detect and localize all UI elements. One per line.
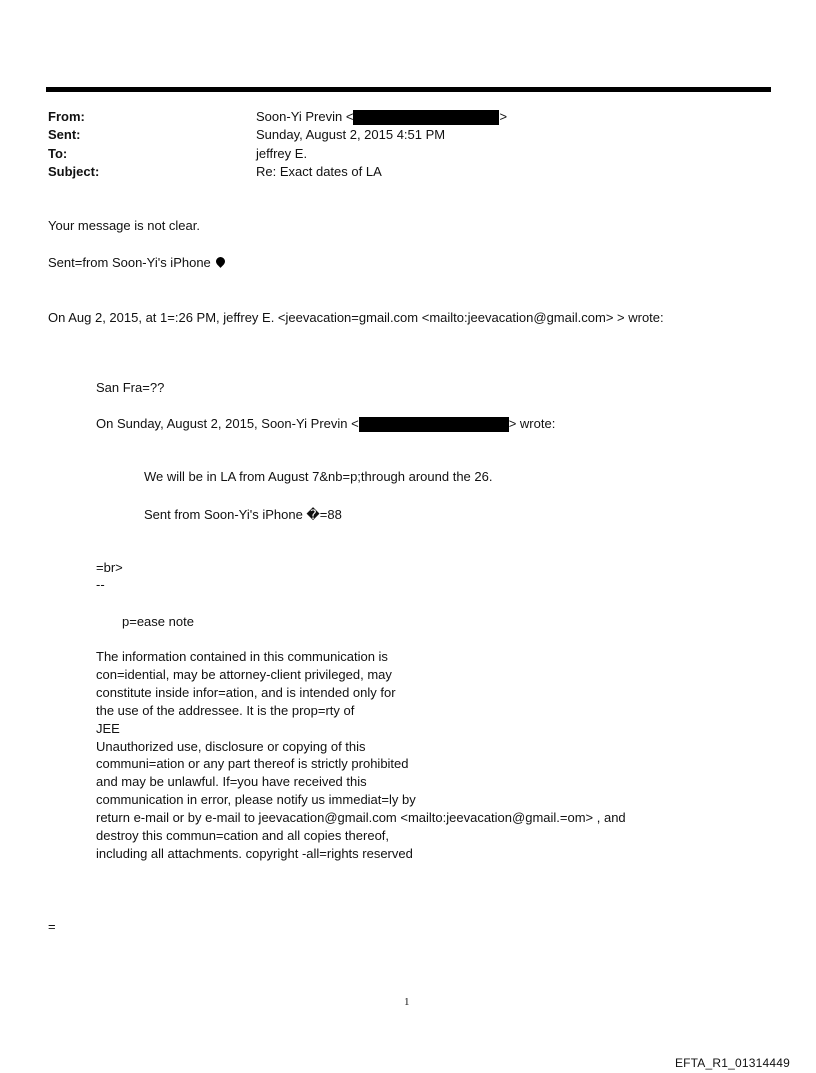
sent-value: Sunday, August 2, 2015 4:51 PM <box>256 127 446 142</box>
header-rule <box>46 87 771 92</box>
message-line: Your message is not clear. <box>48 218 200 233</box>
disclaimer-line: the use of the addressee. It is the prop=rty of <box>96 702 355 718</box>
disclaimer-line: The information contained in this communication is <box>96 649 388 664</box>
disclaimer-line: JEE <box>96 720 120 736</box>
sent-from-line <box>48 254 225 271</box>
disclaimer-line: destroy this commun=cation and all copies thereof, <box>96 828 390 844</box>
quote2-suffix: > wrote: <box>508 416 556 431</box>
inner-message: We will be in LA from August 7&nb=p;through around the 26. <box>144 469 493 484</box>
disclaimer-line: Unauthorized use, disclosure or copying of this <box>96 738 366 754</box>
to-value: jeffrey E. <box>256 146 308 161</box>
quote2-prefix: On Sunday, August 2, 2015, Soon-Yi Previn < <box>96 416 359 431</box>
from-label: From: <box>48 109 85 124</box>
disclaimer-block <box>96 648 626 863</box>
disclaimer-line: including all attachments. copyright -all=rights reserved <box>96 845 413 861</box>
from-value <box>256 108 507 125</box>
from-close: > <box>499 109 508 124</box>
note-title: p=ease note <box>122 614 194 629</box>
document-id: EFTA_R1_01314449 <box>674 1056 790 1070</box>
to-label: To: <box>48 146 68 161</box>
trailing-equals: = <box>48 919 56 934</box>
disclaimer-line: communi=ation or any part thereof is strictly prohibited <box>96 756 409 772</box>
disclaimer-line: return e-mail or by e-mail to jeevacation@gmail.com <mailto:jeevacation@gmail.=om> , and <box>96 810 626 826</box>
signature-dash: -- <box>96 577 105 592</box>
reply-line: San Fra=?? <box>96 380 165 395</box>
redaction-box <box>359 417 509 432</box>
map-pin-icon <box>214 255 227 268</box>
quote2-header <box>96 415 555 432</box>
disclaimer-line: con=idential, may be attorney-client privileged, may <box>96 666 392 682</box>
subject-label: Subject: <box>48 164 100 179</box>
quote-header: On Aug 2, 2015, at 1=:26 PM, jeffrey E. <jeevacation=gmail.com <mailto:jeevacation@gmail.com> > wrote: <box>48 310 664 325</box>
page-number: 1 <box>404 996 410 1008</box>
subject-value: Re: Exact dates of LA <box>256 164 382 179</box>
sent-label: Sent: <box>48 127 81 142</box>
sent-from-text: Sent=from Soon-Yi's iPhone <box>48 255 211 270</box>
br-artifact: =br> <box>96 560 123 575</box>
redaction-box <box>353 110 499 125</box>
disclaimer-line: communication in error, please notify us immediat=ly by <box>96 792 416 808</box>
disclaimer-line: and may be unlawful. If=you have received this <box>96 774 367 790</box>
disclaimer-line: constitute inside infor=ation, and is intended only for <box>96 684 396 700</box>
from-name: Soon-Yi Previn < <box>256 109 354 124</box>
inner-sent-from: Sent from Soon-Yi's iPhone �=88 <box>144 507 342 522</box>
